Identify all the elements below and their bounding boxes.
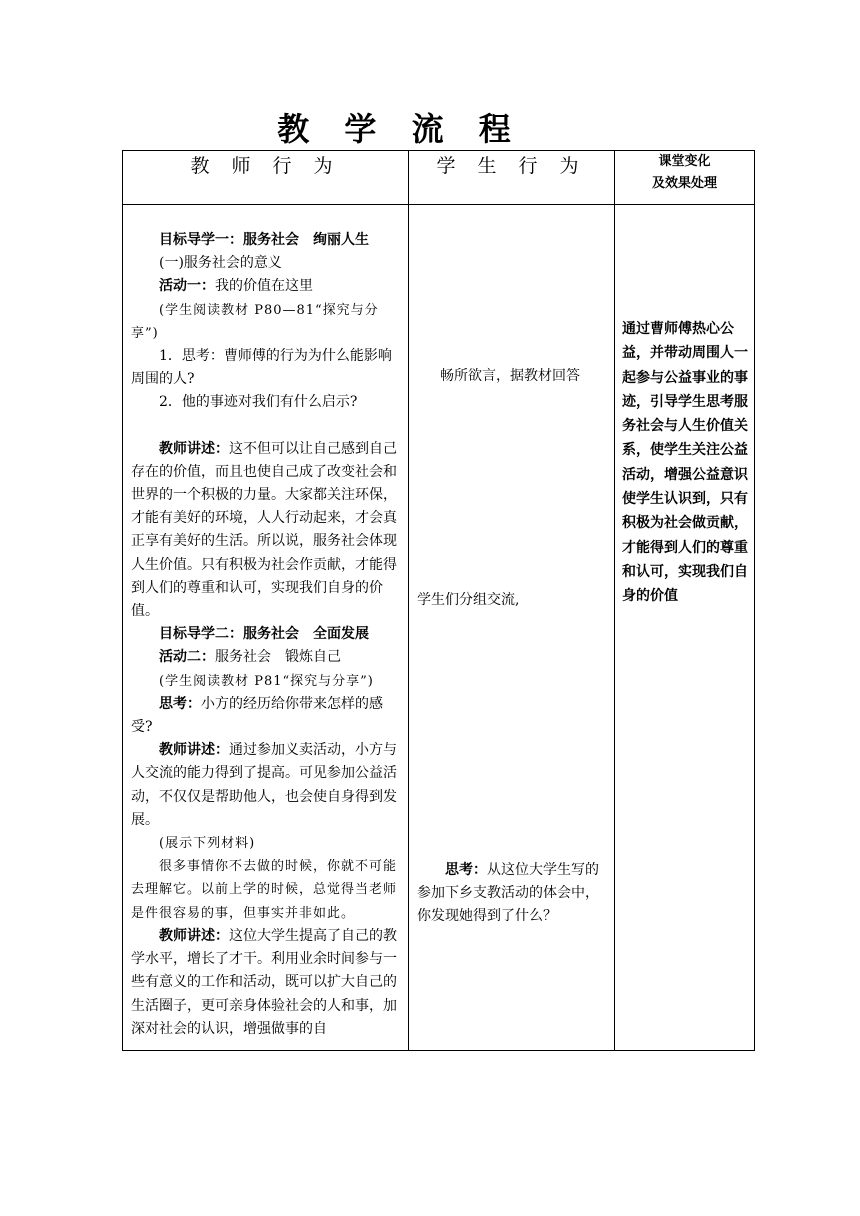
section-1-title: (一)服务社会的意义 [159, 255, 282, 272]
student-think [417, 859, 610, 928]
student-answer-1: 畅所欲言，据教材回答 [440, 368, 580, 384]
header-student: 学 生 行 为 [436, 155, 587, 177]
lecture-2-label: 教师讲述： [159, 742, 229, 759]
effect-text: 通过曹师傅热心公益，并带动周围人一起参与公益事业的事迹，引导学生思考服务社会与人生价值关系，使学生关注公益活动，增强公益意识使学生认识到，只有积极为社会做贡献，才能得到人们的尊重和认可，实现我们自身的价值 [622, 321, 748, 605]
table-header-row [123, 151, 755, 205]
activity-2-text: 服务社会 锻炼自己 [215, 649, 341, 666]
activity-1-text: 我的价值在这里 [215, 278, 313, 295]
goal-1: 目标导学一：服务社会 绚丽人生 [159, 232, 369, 248]
effect-cell [615, 205, 755, 1051]
goal-2: 目标导学二：服务社会 全面发展 [159, 626, 369, 643]
reading-1: (学生阅读教材 P80—81“探究与分享”) [131, 302, 379, 341]
lecture-2-text: 通过参加义卖活动，小方与人交流的能力得到了提高。可见参加公益活动，不仅仅是帮助他人，也会使自身得到发展。 [131, 742, 397, 828]
lecture-1-text: 这不但可以让自己感到自己存在的价值，而且也使自己成了改变社会和世界的一个积极的力量。大家都关注环保，才能有美好的环境，人人行动起来，才会真正享有美好的生活。所以说，服务社会体现人生价值。只有积极为社会作贡献，才能得到人们的尊重和认可，实现我们自身的价值。 [131, 440, 397, 620]
student-behavior-cell [409, 205, 615, 1051]
student-answer-2: 学生们分组交流, [417, 592, 520, 608]
question-2: 2．他的事迹对我们有什么启示? [159, 394, 358, 411]
activity-2-label: 活动二： [159, 649, 215, 666]
header-teacher: 教 师 行 为 [190, 155, 341, 177]
think-label: 思考： [159, 695, 201, 712]
lecture-1-label: 教师讲述： [159, 440, 229, 457]
material-quote: 很多事情你不去做的时候，你就不可能去理解它。以前上学的时候，总觉得当老师是件很容易的事，但事实并非如此。 [131, 859, 398, 921]
reading-2: (学生阅读教材 P81“探究与分享”) [159, 673, 374, 689]
activity-1-label: 活动一： [159, 278, 215, 295]
header-teacher-cell [123, 151, 409, 205]
table-body-row [123, 205, 755, 1051]
header-student-cell [409, 151, 615, 205]
header-effect-cell [615, 151, 755, 205]
show-material: (展示下列材料) [159, 836, 256, 852]
header-effect-line2: 及效果处理 [651, 176, 717, 191]
spacer [131, 415, 400, 438]
lecture-3-label: 教师讲述： [159, 927, 229, 944]
teaching-flow-table [122, 150, 755, 1051]
question-1: 1．思考：曹师傅的行为为什么能影响周围的人? [131, 348, 392, 388]
lecture-3-text: 这位大学生提高了自己的教学水平，增长了才干。利用业余时间参与一些有意义的工作和活动，既可以扩大自己的生活圈子，更可亲身体验社会的人和事，加深对社会的认识，增强做事的自 [131, 927, 397, 1037]
header-effect-line1: 课堂变化 [658, 154, 711, 169]
page-title: 教 学 流 程 [277, 110, 523, 148]
teacher-behavior-cell [123, 205, 409, 1051]
student-think-label: 思考： [445, 862, 487, 878]
student-think-text: 从这位大学生写的参加下乡支教活动的体会中，你发现她得到了什么？ [417, 862, 599, 924]
think-text: 小方的经历给你带来怎样的感受? [131, 695, 383, 736]
